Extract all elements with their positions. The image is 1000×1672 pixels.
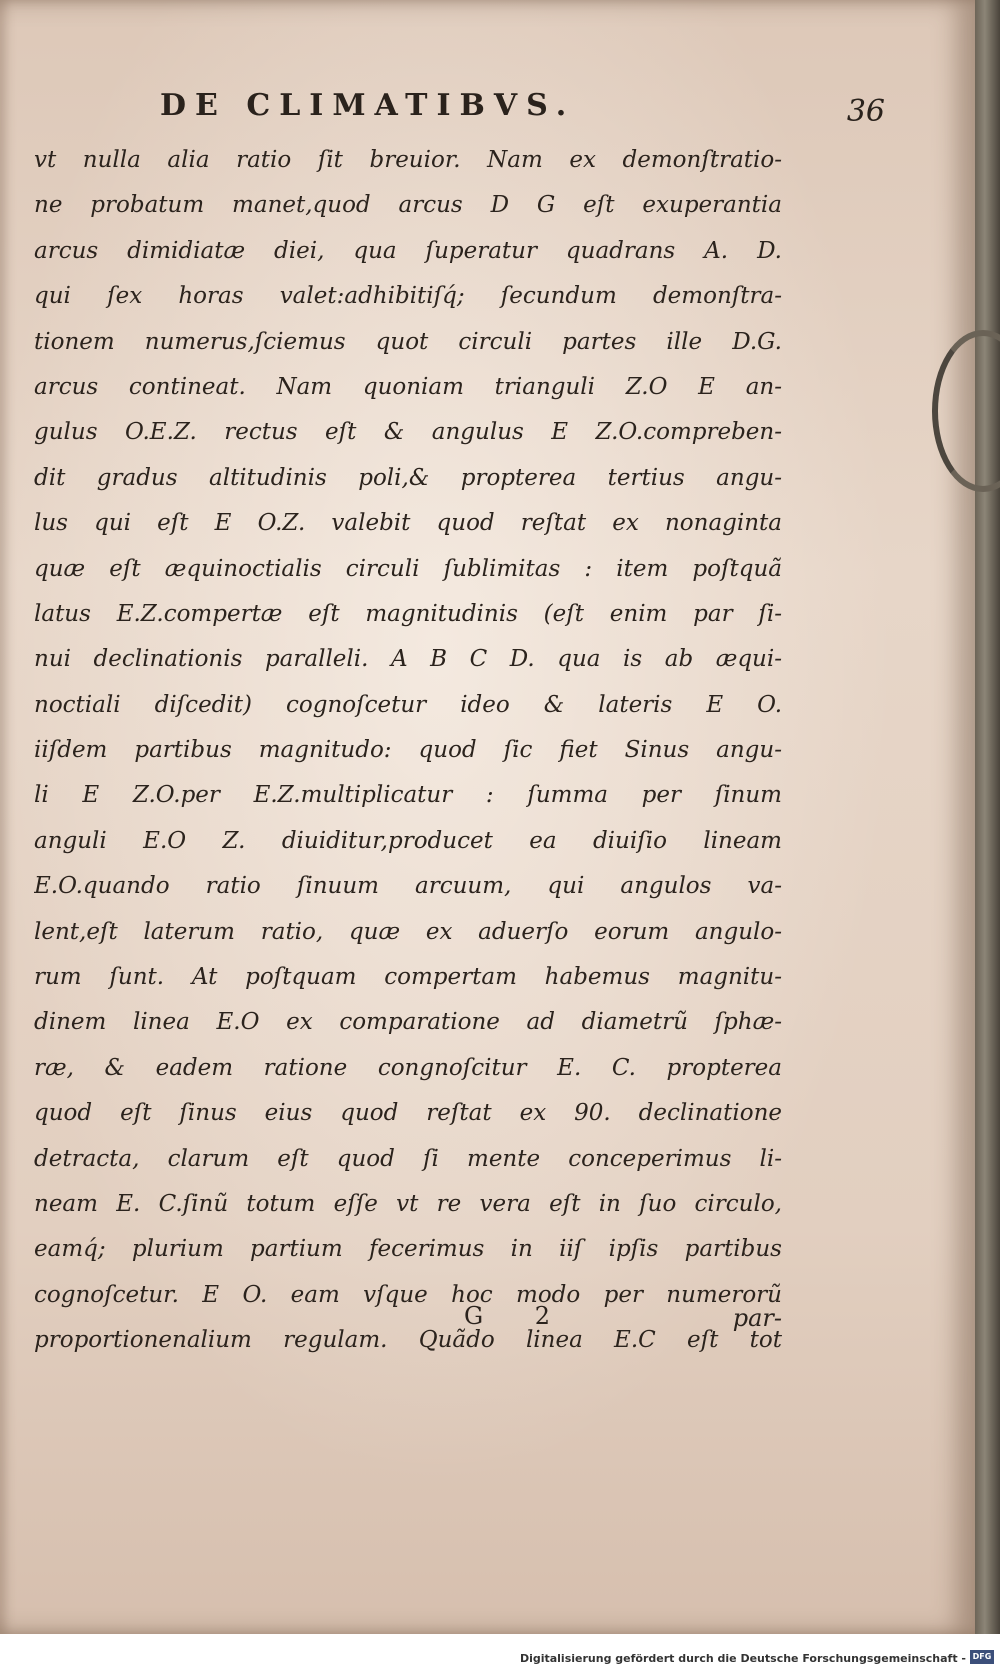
- text-line: cognoſcetur. E O. eam vſque hoc modo per numerorũ: [34, 1281, 782, 1308]
- running-head: [160, 88, 885, 128]
- text-line: E.O.quando ratio ſinuum arcuum, qui angulos va-: [34, 873, 782, 900]
- text-line: detracta, clarum eſt quod ſi mente conceperimus li-: [34, 1145, 782, 1172]
- text-line: lent,eſt laterum ratio, quæ ex aduerſo eorum angulo-: [34, 918, 782, 945]
- text-line: arcus dimidiatæ diei, qua ſuperatur quadrans A. D.: [34, 237, 782, 264]
- digitization-credit: Digitalisierung gefördert durch die Deutsche Forschungsgemeinschaft -: [519, 1652, 966, 1665]
- text-line: eamq́; plurium partium fecerimus in iiſ ipſis partibus: [34, 1236, 782, 1263]
- text-line: dit gradus altitudinis poli,& propterea tertius angu-: [34, 464, 782, 491]
- text-line: vt nulla alia ratio ſit breuior. Nam ex demonſtratio-: [34, 147, 782, 173]
- text-line: latus E.Z.compertæ eſt magnitudinis (eſt enim par ſi-: [34, 600, 782, 627]
- text-line: dinem linea E.O ex comparatione ad diametrũ ſphæ-: [34, 1009, 782, 1036]
- credit-bar: [0, 1634, 1000, 1672]
- text-line: iiſdem partibus magnitudo: quod ſic fiet Sinus angu-: [34, 737, 782, 764]
- catchword: par-: [732, 1304, 782, 1332]
- text-line: rum ſunt. At poſtquam compertam habemus magnitu-: [34, 964, 782, 991]
- text-line: gulus O.E.Z. rectus eſt & angulus E Z.O.compreben-: [34, 419, 782, 446]
- text-line: proportionenalium regulam. Quãdo linea E.C eſt tot: [34, 1327, 782, 1354]
- text-line: tionem numerus,ſciemus quot circuli partes ille D.G.: [34, 328, 782, 355]
- text-line: qui ſex horas valet:adhibitiſq́; ſecundum demonſtra-: [34, 283, 782, 310]
- text-line: quæ eſt æquinoctialis circuli ſublimitas : item poſtquã: [34, 555, 782, 582]
- text-line: anguli E.O Z. diuiditur,producet ea diuiſio lineam: [34, 827, 782, 854]
- text-block: [34, 138, 782, 1364]
- signature-mark: G 2: [464, 1302, 573, 1330]
- running-title: DE CLIMATIBVS.: [160, 88, 576, 123]
- dfg-logo: DFG: [970, 1650, 994, 1664]
- text-line: arcus contineat. Nam quoniam trianguli Z.O E an-: [34, 373, 782, 400]
- text-line: quod eſt ſinus eius quod reſtat ex 90. declinatione: [34, 1100, 782, 1127]
- text-line: li E Z.O.per E.Z.multiplicatur : ſumma per ſinum: [34, 782, 782, 809]
- text-line: ne probatum manet,quod arcus D G eſt exuperantia: [34, 192, 782, 219]
- text-line: nui declinationis paralleli. A B C D. qua is ab æqui-: [34, 646, 782, 673]
- page-footer: [34, 1302, 782, 1347]
- folio-number: 36: [846, 94, 885, 129]
- text-line: neam E. C.ſinũ totum eſſe vt re vera eſt in ſuo circulo,: [34, 1190, 782, 1217]
- text-line: ræ, & eadem ratione congnoſcitur E. C. propterea: [34, 1054, 782, 1081]
- text-line: noctiali diſcedit) cognoſcetur ideo & lateris E O.: [34, 691, 782, 718]
- text-line: lus qui eſt E O.Z. valebit quod reſtat ex nonaginta: [34, 510, 782, 537]
